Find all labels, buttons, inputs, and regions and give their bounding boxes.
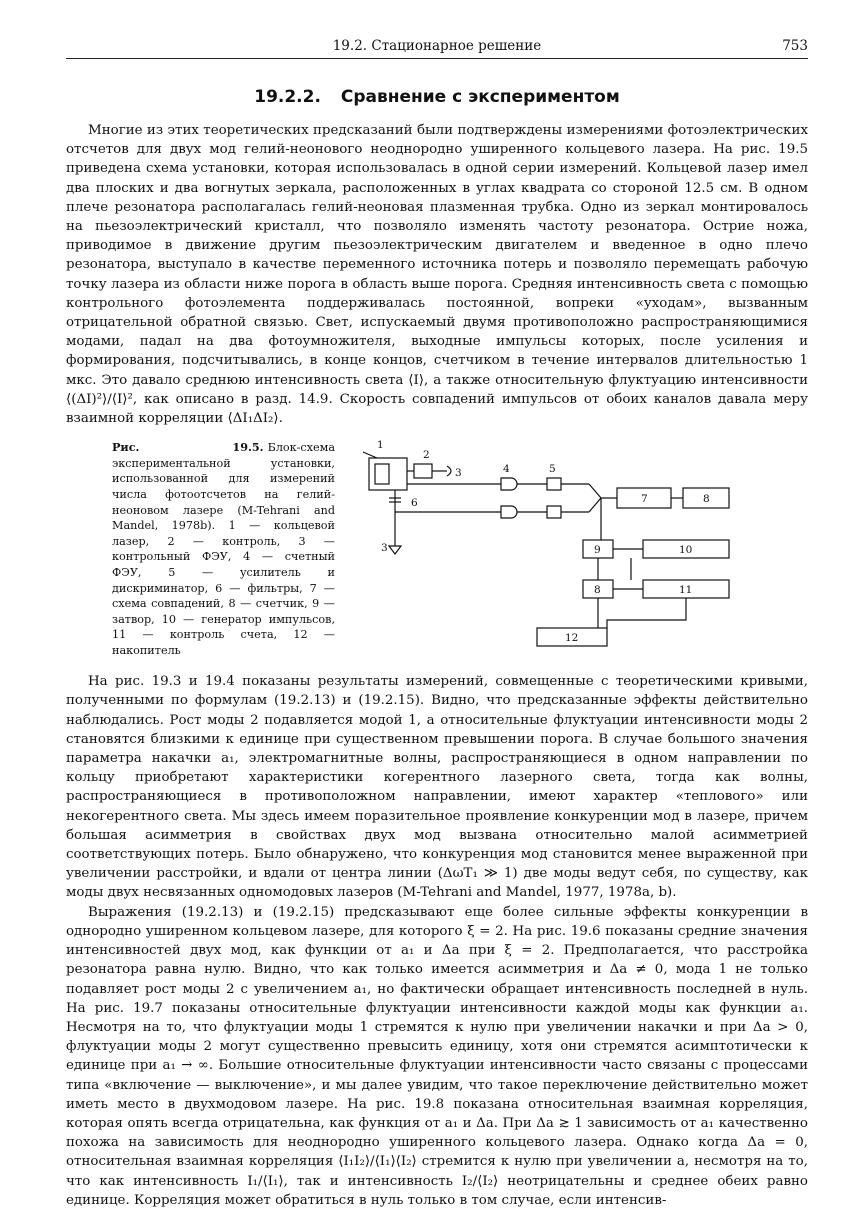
label-2: 2 xyxy=(423,449,430,462)
running-header-section: 19.2. Стационарное решение xyxy=(332,38,542,54)
label-11: 11 xyxy=(679,584,693,597)
wire-control-accumulator xyxy=(607,598,686,628)
ring-laser-pointer xyxy=(363,452,377,458)
figure-block xyxy=(66,436,808,658)
page-number: 753 xyxy=(782,38,808,54)
label-9: 9 xyxy=(594,544,601,557)
block-diagram xyxy=(351,436,731,658)
running-header xyxy=(66,38,808,59)
subsection-title: Сравнение с экспериментом xyxy=(340,87,620,107)
figure-caption xyxy=(112,436,335,658)
counting-pmt-bottom xyxy=(501,506,517,518)
label-12: 12 xyxy=(565,632,579,645)
label-8-top: 8 xyxy=(703,493,710,506)
figure-caption-text: Блок-схема экспериментальной установки, использованной для измерений числа фотоотсчетов на гелий-неоновом лазере (M-Tehrani and Mandel, 1978b). 1 — кольцевой лазер, 2 — контроль, 3 — контрольный ФЭУ, 4 — счетный ФЭУ, 5 — усилитель и дискриминатор, 6 — фильтры, 7 — схема совпадений, 8 — счетчик, 9 — затвор, 10 — генератор импульсов, 11 — контроль счета, 12 — накопитель xyxy=(112,441,335,657)
label-7: 7 xyxy=(641,493,648,506)
paragraph-1: Многие из этих теоретических предсказаний были подтверждены измерениями фотоэлектрических отсчетов для двух мод гелий-неонового неоднородно уширенного кольцевого лазера. На рис. 19.5 приведена схема установки, которая использовалась в одной серии измерений. Кольцевой лазер имел два плоских и два вогнутых зеркала, расположенных в углах квадрата со стороной 12.5 см. В одном плече резонатора располагалась гелий-неоновая плазменная трубка. Одно из зеркал монтировалось на пьезоэлектрический кристалл, что позволяло изменять частоту резонатора. Острие ножа, приводимое в движение другим пьезоэлектрическим двигателем и введенное в одно плечо резонатора, выступало в качестве переменного источника потерь и позволяло перемещать рабочую точку лазера из области ниже порога в область выше порога. Средняя интенсивность света с помощью контрольного фотоэлемента поддерживалась постоянной, вопреки «уходам», вызванным отрицательной обратной связью. Свет, испускаемый двумя противоположно распространяющимися модами, падал на два фотоумножителя, выходные импульсы которых, после усиления и формирования, подсчитывались, в конце концов, счетчиком в течение интервалов длительностью 1 мкс. Это давало среднюю интенсивность света ⟨I⟩, а также относительную флуктуацию интенсивности ⟨(ΔI)²⟩/⟨I⟩², как описано в разд. 14.9. Скорость совпадений импульсов от обоих каналов давала меру взаимной корреляции ⟨ΔI₁ΔI₂⟩. xyxy=(66,123,808,427)
page xyxy=(66,38,808,1210)
figure-label: Рис. 19.5. xyxy=(112,440,264,455)
label-10: 10 xyxy=(679,544,693,557)
label-8-bottom: 8 xyxy=(594,584,601,597)
control-block xyxy=(414,464,432,478)
ring-laser-inner xyxy=(375,464,389,484)
counting-pmt-top xyxy=(501,478,517,490)
label-6: 6 xyxy=(411,497,418,510)
label-5: 5 xyxy=(549,463,556,476)
label-3-bottom: 3 xyxy=(381,542,388,555)
subsection-heading xyxy=(66,87,808,107)
amplifier-top xyxy=(547,478,561,490)
label-3-top: 3 xyxy=(455,467,462,480)
control-pmt-symbol xyxy=(447,466,451,476)
paragraph-2: На рис. 19.3 и 19.4 показаны результаты измерений, совмещенные с теоретическими кривыми, полученными по формулам (19.2.13) и (19.2.15). Видно, что предсказанные эффекты действительно наблюдались. Рост моды 2 подавляется модой 1, а относительные флуктуации интенсивности моды 2 становятся близкими к единице при существенном превышении порога. В случае большого значения параметра накачки a₁, электромагнитные волны, распространяющиеся в одном направлении по кольцу приобретают характеристики когерентного лазерного света, тогда как волны, распространяющиеся в противоположном направлении, имеют характер «теплового» или некогерентного света. Мы здесь имеем поразительное проявление конкуренции мод в лазере, причем большая асимметрия в свойствах двух мод вызвана относительно малой асимметрией соответствующих потерь. Было обнаружено, что конкуренция мод становится менее выраженной при увеличении расстройки, и вдали от центра линии (ΔωT₁ ≫ 1) две моды ведут себя, по существу, как моды двух несвязанных одномодовых лазеров (M-Tehrani and Mandel, 1977, 1978a, b). xyxy=(66,674,808,901)
subsection-number: 19.2.2. xyxy=(254,87,321,107)
merge-lines xyxy=(589,484,601,512)
label-1: 1 xyxy=(377,439,384,452)
paragraph-3: Выражения (19.2.13) и (19.2.15) предсказывают еще более сильные эффекты конкуренции в однородно уширенном кольцевом лазере, для которого ξ = 2. На рис. 19.6 показаны средние значения интенсивностей двух мод, как функции от a₁ и Δa при ξ = 2. Предполагается, что расстройка резонатора равна нулю. Видно, что как только имеется асимметрия и Δa ≠ 0, мода 1 не только подавляет рост моды 2 с увеличением a₁, но фактически обращает интенсивность последней в нуль. На рис. 19.7 показаны относительные флуктуации интенсивности каждой моды как функции a₁. Несмотря на то, что флуктуации моды 1 стремятся к нулю при увеличении накачки и при Δa > 0, флуктуации моды 2 могут существенно превысить единицу, хотя они стремятся асимптотически к единице при a₁ → ∞. Большие относительные флуктуации интенсивности часто связаны с процессами типа «включение — выключение», и мы далее увидим, что такое переключение действительно может иметь место в двухмодовом лазере. На рис. 19.8 показана относительная взаимная корреляция, которая опять всегда отрицательна, как функция от a₁ и Δa. При Δa ≳ 1 зависимость от a₁ качественно похожа на зависимость для неоднородно уширенного кольцевого лазера. Однако когда Δa = 0, относительная взаимная корреляция ⟨I₁I₂⟩/⟨I₁⟩⟨I₂⟩ стремится к нулю при увеличении a, несмотря на то, что как интенсивность I₁/⟨I₁⟩, так и интенсивность I₂/⟨I₂⟩ неотрицательны и среднее обеих равно единице. Корреляция может обратиться в нуль только в том случае, если интенсив- xyxy=(66,904,808,1208)
amplifier-bottom xyxy=(547,506,561,518)
label-4: 4 xyxy=(503,463,510,476)
block-diagram-svg xyxy=(351,436,731,658)
bottom-pmt-symbol xyxy=(389,546,401,554)
